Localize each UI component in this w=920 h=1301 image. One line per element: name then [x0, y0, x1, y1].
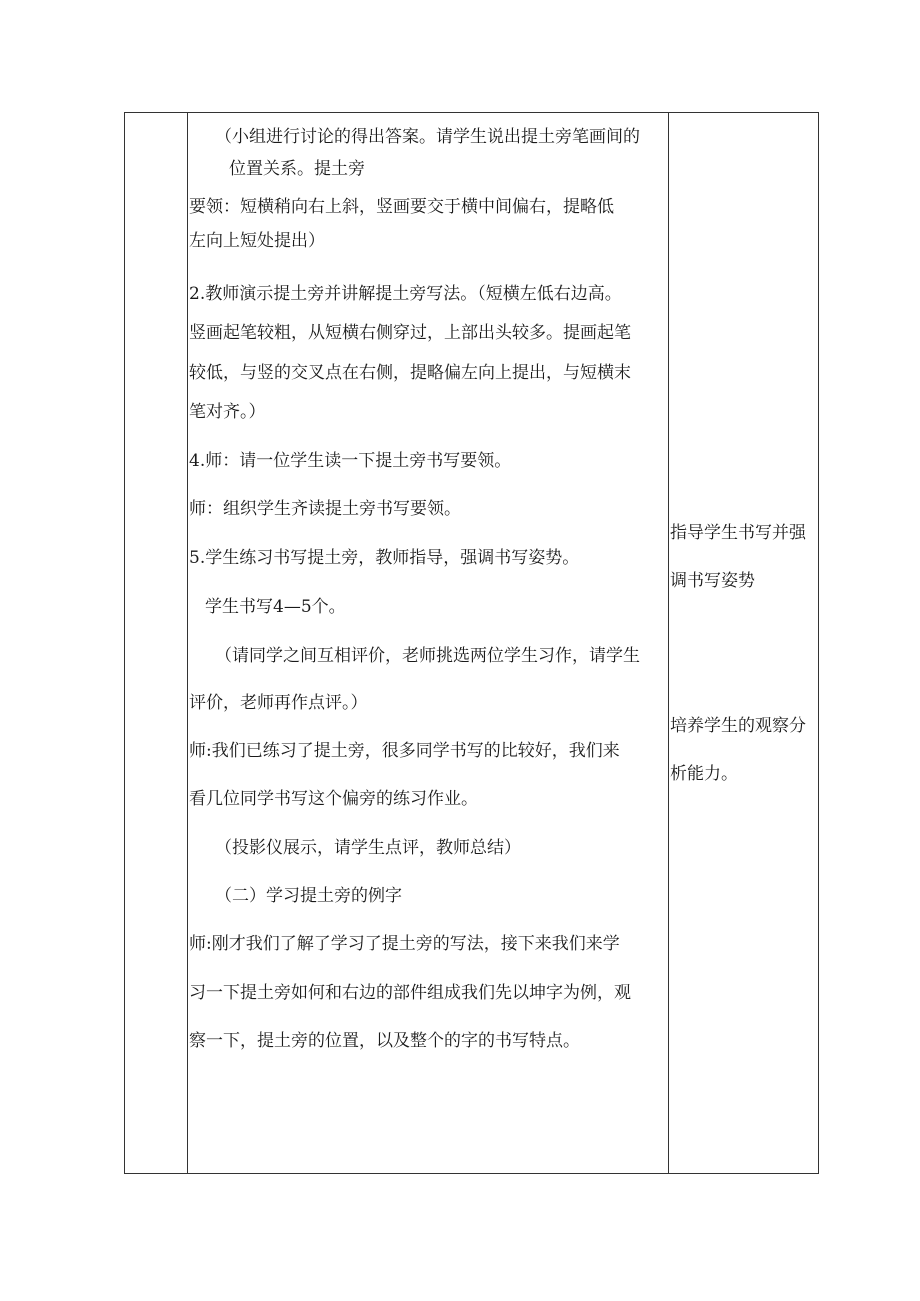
text-line: 较低，与竖的交叉点在右侧，提略偏左向上提出，与短横末 — [189, 363, 631, 383]
note-line: 指导学生书写并强 — [670, 523, 806, 543]
text-line: 5.学生练习书写提土旁，教师指导，强调书写姿势。 — [189, 548, 580, 568]
note-line: 析能力。 — [670, 764, 738, 784]
text-line: 笔对齐。） — [189, 402, 266, 422]
text-line: 4.师：请一位学生读一下提土旁书写要领。 — [189, 451, 512, 471]
text-line: 左向上短处提出） — [189, 231, 325, 251]
text-line: 评价，老师再作点评。） — [189, 693, 368, 713]
text-line: 学生书写4—5个。 — [205, 597, 346, 617]
text-line: 察一下，提土旁的位置，以及整个的字的书写特点。 — [189, 1031, 580, 1051]
text-line: （请同学之间互相评价，老师挑选两位学生习作，请学生 — [215, 646, 640, 666]
text-line: 习一下提土旁如何和右边的部件组成我们先以坤字为例，观 — [189, 983, 631, 1003]
text-line: （二）学习提土旁的例字 — [215, 886, 402, 906]
text-line: （小组进行讨论的得出答案。请学生说出提土旁笔画间的 — [215, 127, 640, 147]
lesson-table — [124, 112, 819, 1174]
text-line: 竖画起笔较粗，从短横右侧穿过，上部出头较多。提画起笔 — [189, 323, 631, 343]
text-line: 看几位同学书写这个偏旁的练习作业。 — [189, 789, 478, 809]
column-divider-1 — [187, 113, 188, 1173]
text-line: 师：组织学生齐读提土旁书写要领。 — [189, 499, 461, 519]
text-line: 位置关系。提土旁 — [229, 159, 365, 179]
text-line: 2.教师演示提土旁并讲解提土旁写法。（短横左低右边高。 — [189, 284, 622, 304]
text-line: （投影仪展示，请学生点评，教师总结） — [215, 838, 521, 858]
text-line: 要领：短横稍向右上斜，竖画要交于横中间偏右，提略低 — [189, 197, 614, 217]
text-line: 师:刚才我们了解了学习了提土旁的写法，接下来我们来学 — [189, 934, 620, 954]
text-line: 师:我们已练习了提土旁，很多同学书写的比较好，我们来 — [189, 741, 620, 761]
note-line: 调书写姿势 — [670, 571, 755, 591]
note-line: 培养学生的观察分 — [670, 716, 806, 736]
column-divider-2 — [668, 113, 669, 1173]
